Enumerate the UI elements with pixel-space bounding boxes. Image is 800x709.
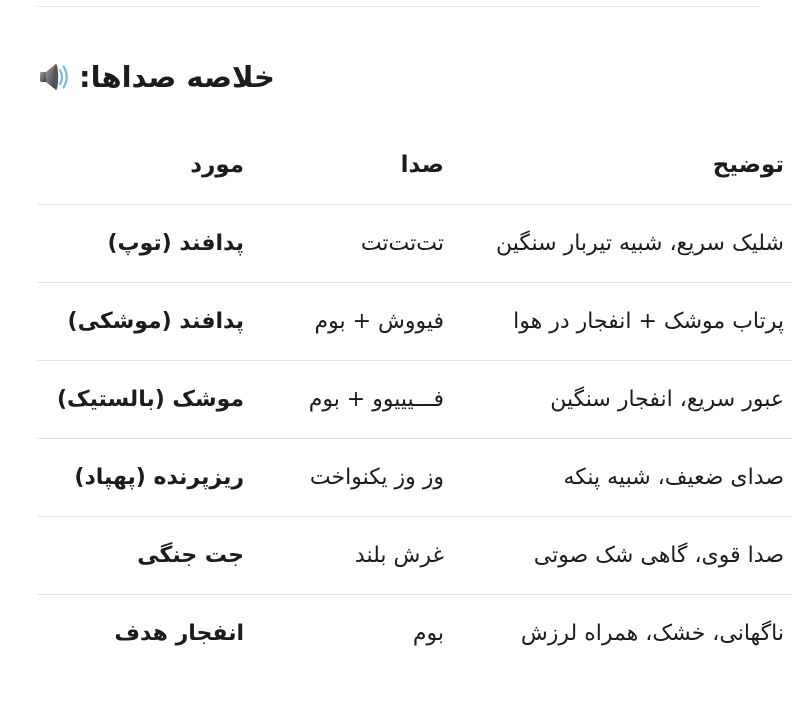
cell-description: پرتاب موشک + انفجار در هوا xyxy=(452,283,792,361)
speaker-icon xyxy=(37,59,73,95)
cell-item: پدافند (توپ) xyxy=(37,205,252,283)
table-header-row xyxy=(37,125,792,205)
section-heading xyxy=(37,52,275,102)
table-row xyxy=(37,595,792,673)
cell-sound: بوم xyxy=(412,621,444,646)
cell-item: موشک (بالستیک) xyxy=(37,361,252,439)
header-item: مورد xyxy=(37,125,252,205)
table-row xyxy=(37,361,792,439)
cell-sound: غرش بلند xyxy=(252,517,452,595)
table-row xyxy=(37,439,792,517)
cell-item: انفجار هدف xyxy=(114,621,244,646)
cell-description: صدای ضعیف، شبیه پنکه xyxy=(452,439,792,517)
cell-description: ناگهانی، خشک، همراه لرزش xyxy=(520,621,784,646)
top-divider xyxy=(37,6,760,7)
cell-item: ریزپرنده (پهپاد) xyxy=(37,439,252,517)
cell-sound: فیووش + بوم xyxy=(252,283,452,361)
cell-sound: تت‌تت‌تت xyxy=(252,205,452,283)
table-row xyxy=(37,517,792,595)
heading-title: خلاصه صداها: xyxy=(79,60,275,94)
cell-description: عبور سریع، انفجار سنگین xyxy=(452,361,792,439)
cell-item: جت جنگی xyxy=(37,517,252,595)
cell-description: شلیک سریع، شبیه تیربار سنگین xyxy=(452,205,792,283)
cell-description: صدا قوی، گاهی شک صوتی xyxy=(452,517,792,595)
cell-sound: وز وز یکنواخت xyxy=(252,439,452,517)
table-row xyxy=(37,283,792,361)
sound-summary-table xyxy=(37,125,792,672)
table-row xyxy=(37,205,792,283)
cell-sound: فـــیییوو + بوم xyxy=(252,361,452,439)
header-sound: صدا xyxy=(252,125,452,205)
header-description: توضیح xyxy=(452,125,792,205)
cell-item: پدافند (موشکی) xyxy=(37,283,252,361)
